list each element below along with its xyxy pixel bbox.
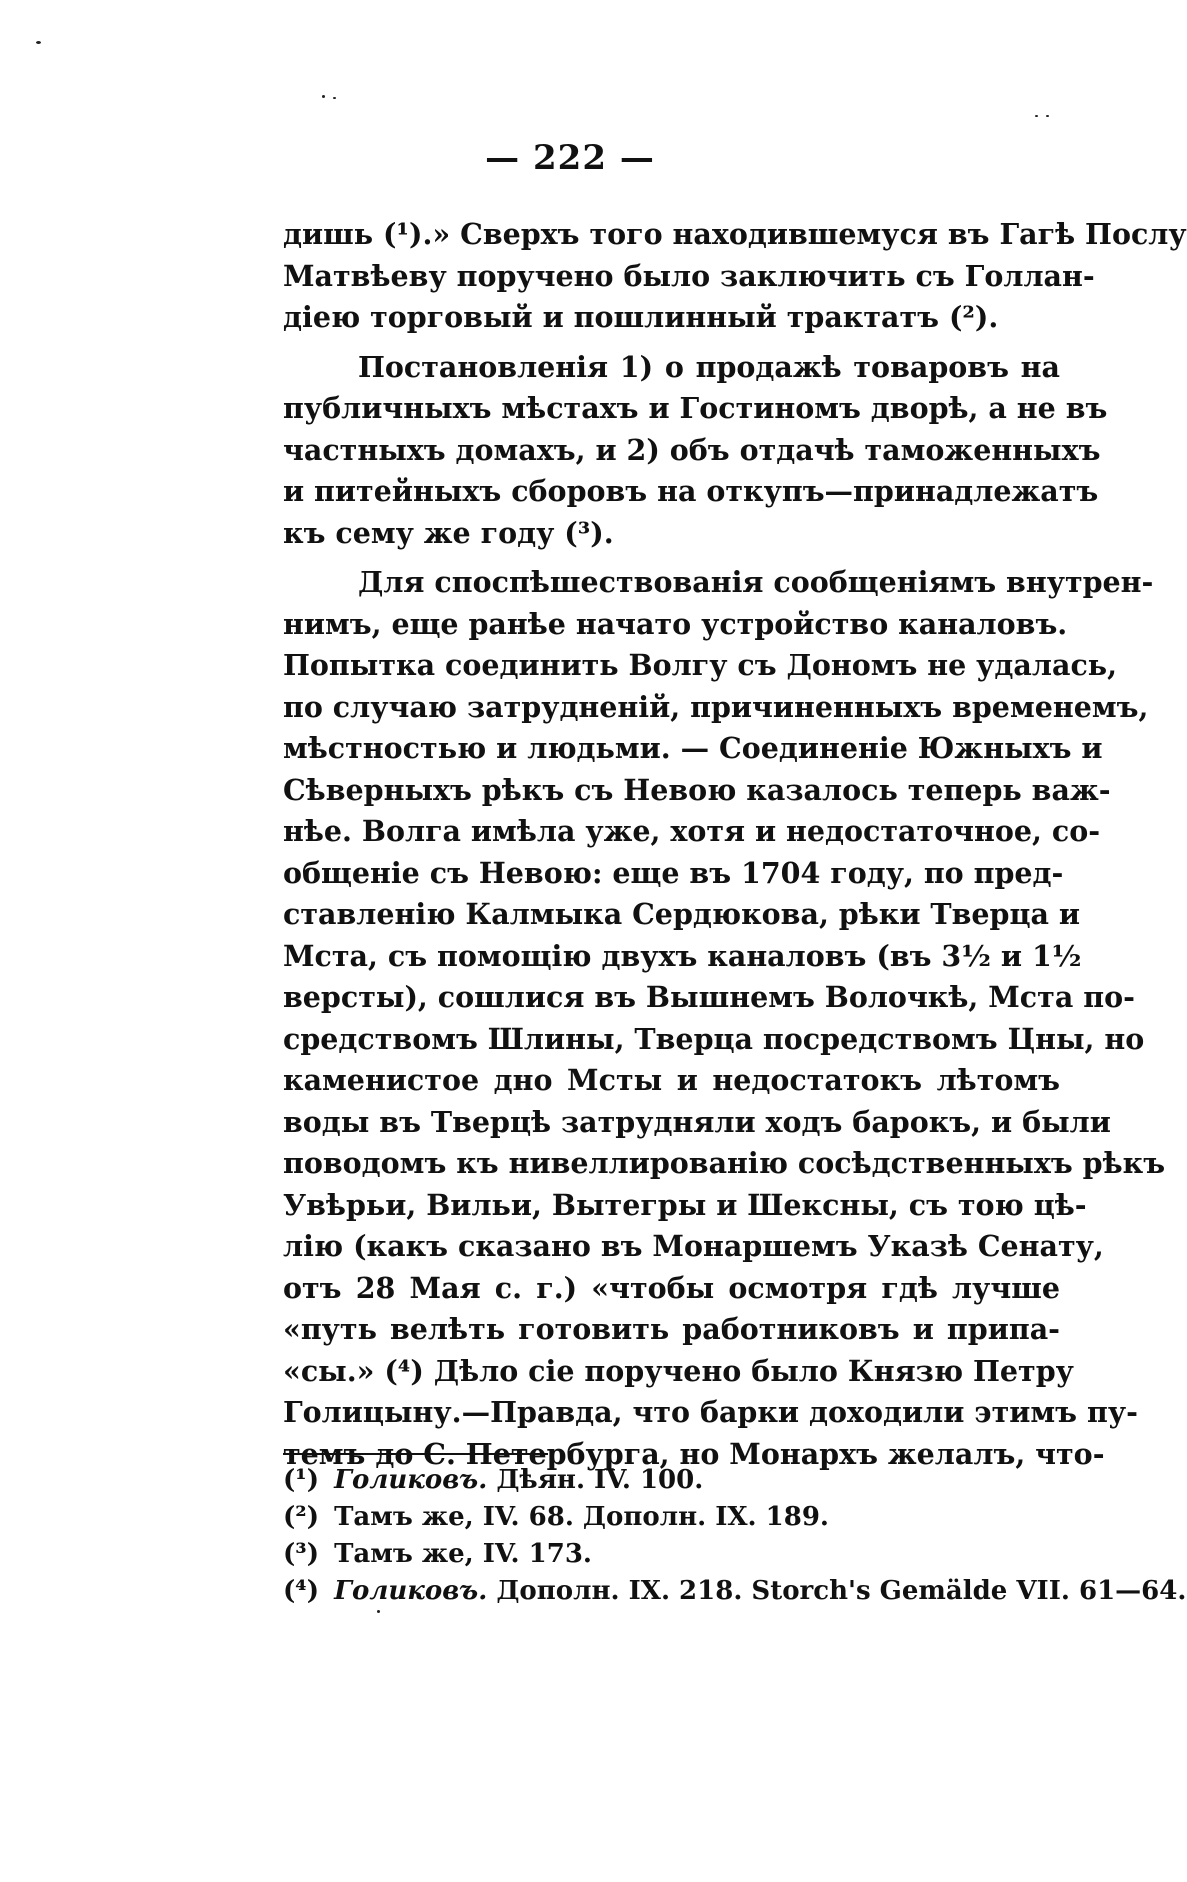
text-line: частныхъ домахъ, и 2) объ отдачѣ таможенныхъ	[283, 432, 1101, 467]
text-line: къ сему же году (³).	[283, 515, 614, 550]
text-line: по случаю затрудненій, причиненныхъ временемъ,	[283, 689, 1149, 724]
text-line: лію (какъ сказано въ Монаршемъ Указѣ Сенату,	[283, 1229, 1104, 1263]
page-number: — 222 —	[485, 138, 655, 178]
text-line: отъ 28 Мая с. г.) «чтобы осмотря гдѣ лучше	[283, 1270, 1060, 1305]
footnote-mark: (⁴)	[283, 1576, 319, 1606]
main-text	[283, 214, 1187, 1475]
text-line: Матвѣеву поручено было заключить съ Голлан-	[283, 258, 1095, 293]
footnotes	[283, 1462, 1187, 1610]
text-line: нимъ, еще ранѣе начато устройство каналовъ.	[283, 606, 1068, 641]
text-line: Сѣверныхъ рѣкъ съ Невою казалось теперь важ-	[283, 772, 1111, 807]
footnote-author: Голиковъ.	[334, 1465, 497, 1495]
text-line: каменистое дно Мсты и недостатокъ лѣтомъ	[283, 1063, 1060, 1097]
text-line: Голицыну.—Правда, что барки доходили этимъ пу-	[283, 1395, 1138, 1429]
text-line: діею торговый и пошлинный трактатъ (²).	[283, 300, 999, 334]
text-line: ставленію Калмыка Сердюкова, рѣки Тверца и	[283, 897, 1081, 931]
text-line: версты), сошлися въ Вышнемъ Волочкѣ, Мста по-	[283, 980, 1135, 1014]
footnote-text: Тамъ же, IV. 68. Дополн. IX. 189.	[334, 1502, 829, 1532]
footnote	[283, 1499, 1060, 1536]
text-line: Для споспѣшествованія сообщеніямъ внутрен-	[358, 565, 1154, 599]
text-line: Увѣрьи, Вильи, Вытегры и Шексны, съ тою цѣ-	[283, 1187, 1087, 1222]
footnote-mark: (³)	[283, 1539, 319, 1569]
text-line: «сы.» (⁴) Дѣло сіе поручено было Князю Петру	[283, 1353, 1074, 1388]
text-line: Постановленія 1) о продажѣ товаровъ на	[358, 349, 1060, 384]
footnote-rule	[283, 1453, 548, 1455]
text-line: нѣе. Волга имѣла уже, хотя и недостаточное, со-	[283, 814, 1101, 848]
text-line: дишь (¹).» Сверхъ того находившемуся въ Гагѣ Послу	[283, 217, 1187, 251]
text-line: средствомъ Шлины, Тверца посредствомъ Цны, но	[283, 1021, 1145, 1056]
footnote	[283, 1462, 1060, 1499]
footnote-mark: (²)	[283, 1502, 319, 1532]
footnote-text: Тамъ же, IV. 173.	[334, 1539, 592, 1569]
text-line: «путь велѣть готовить работниковъ и припа-	[283, 1312, 1060, 1346]
text-line: Мста, съ помощію двухъ каналовъ (въ 3½ и 1½	[283, 938, 1082, 973]
footnote-text: Дополн. IX. 218. Storch's Gemälde VII. 61—64.	[496, 1576, 1187, 1606]
text-line: темъ до С. Петербурга, но Монархъ желалъ, что-	[283, 1436, 1105, 1471]
footnote	[283, 1573, 1187, 1610]
footnote-mark: (¹)	[283, 1465, 319, 1495]
footnote-author: Голиковъ.	[334, 1576, 497, 1606]
text-line: мѣстностью и людьми. — Соединеніе Южныхъ и	[283, 731, 1103, 765]
text-line: поводомъ къ нивеллированію сосѣдственныхъ рѣкъ	[283, 1146, 1166, 1180]
text-line: общеніе съ Невою: еще въ 1704 году, по пред-	[283, 855, 1064, 890]
text-line: публичныхъ мѣстахъ и Гостиномъ дворѣ, а не въ	[283, 391, 1108, 425]
footnote	[283, 1536, 1060, 1573]
footnote-text: Дѣян. IV. 100.	[496, 1465, 704, 1495]
text-line: и питейныхъ сборовъ на откупъ—принадлежатъ	[283, 474, 1099, 508]
text-line: Попытка соединить Волгу съ Дономъ не удалась,	[283, 648, 1118, 682]
text-line: воды въ Тверцѣ затрудняли ходъ барокъ, и были	[283, 1104, 1111, 1139]
